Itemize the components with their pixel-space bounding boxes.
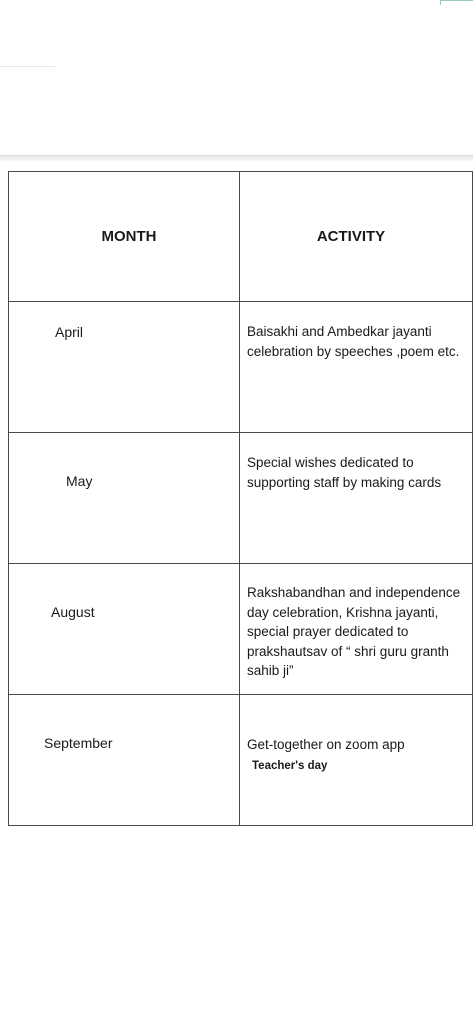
month-label: May xyxy=(66,473,93,489)
month-cell xyxy=(9,433,240,564)
activity-cell xyxy=(240,302,473,433)
activity-column-header xyxy=(240,172,473,302)
month-label: August xyxy=(51,604,95,620)
page-edge-divider xyxy=(0,155,473,162)
corner-crop-mark xyxy=(440,0,473,5)
activity-cell xyxy=(240,433,473,564)
month-label: September xyxy=(44,735,113,751)
month-header-label: MONTH xyxy=(101,228,157,245)
month-cell xyxy=(9,564,240,695)
faint-rule xyxy=(0,66,55,67)
activity-cell xyxy=(240,564,473,695)
activity-table xyxy=(8,171,473,826)
activity-text: Rakshabandhan and independence day celebration, Krishna jayanti, special prayer dedicated to prakshautsav of “ shri guru granth sahib ji” xyxy=(247,585,461,678)
table-row xyxy=(9,433,473,564)
month-cell xyxy=(9,695,240,826)
month-cell xyxy=(9,302,240,433)
table-row xyxy=(9,302,473,433)
activity-cell xyxy=(240,695,473,826)
activity-text-block xyxy=(247,735,468,776)
corner-crop-tick xyxy=(440,0,441,5)
month-label: April xyxy=(55,324,84,340)
month-column-header xyxy=(9,172,240,302)
activity-header-label: ACTIVITY xyxy=(316,228,386,245)
activity-text: Baisakhi and Ambedkar jayanti celebration by speeches ,poem etc. xyxy=(247,324,460,359)
activity-text: Get-together on zoom app xyxy=(247,737,405,752)
table-row xyxy=(9,564,473,695)
activity-note: Teacher's day xyxy=(252,759,328,772)
table-header-row xyxy=(9,172,473,302)
table-row xyxy=(9,695,473,826)
activity-text: Special wishes dedicated to supporting staff by making cards xyxy=(247,455,442,490)
